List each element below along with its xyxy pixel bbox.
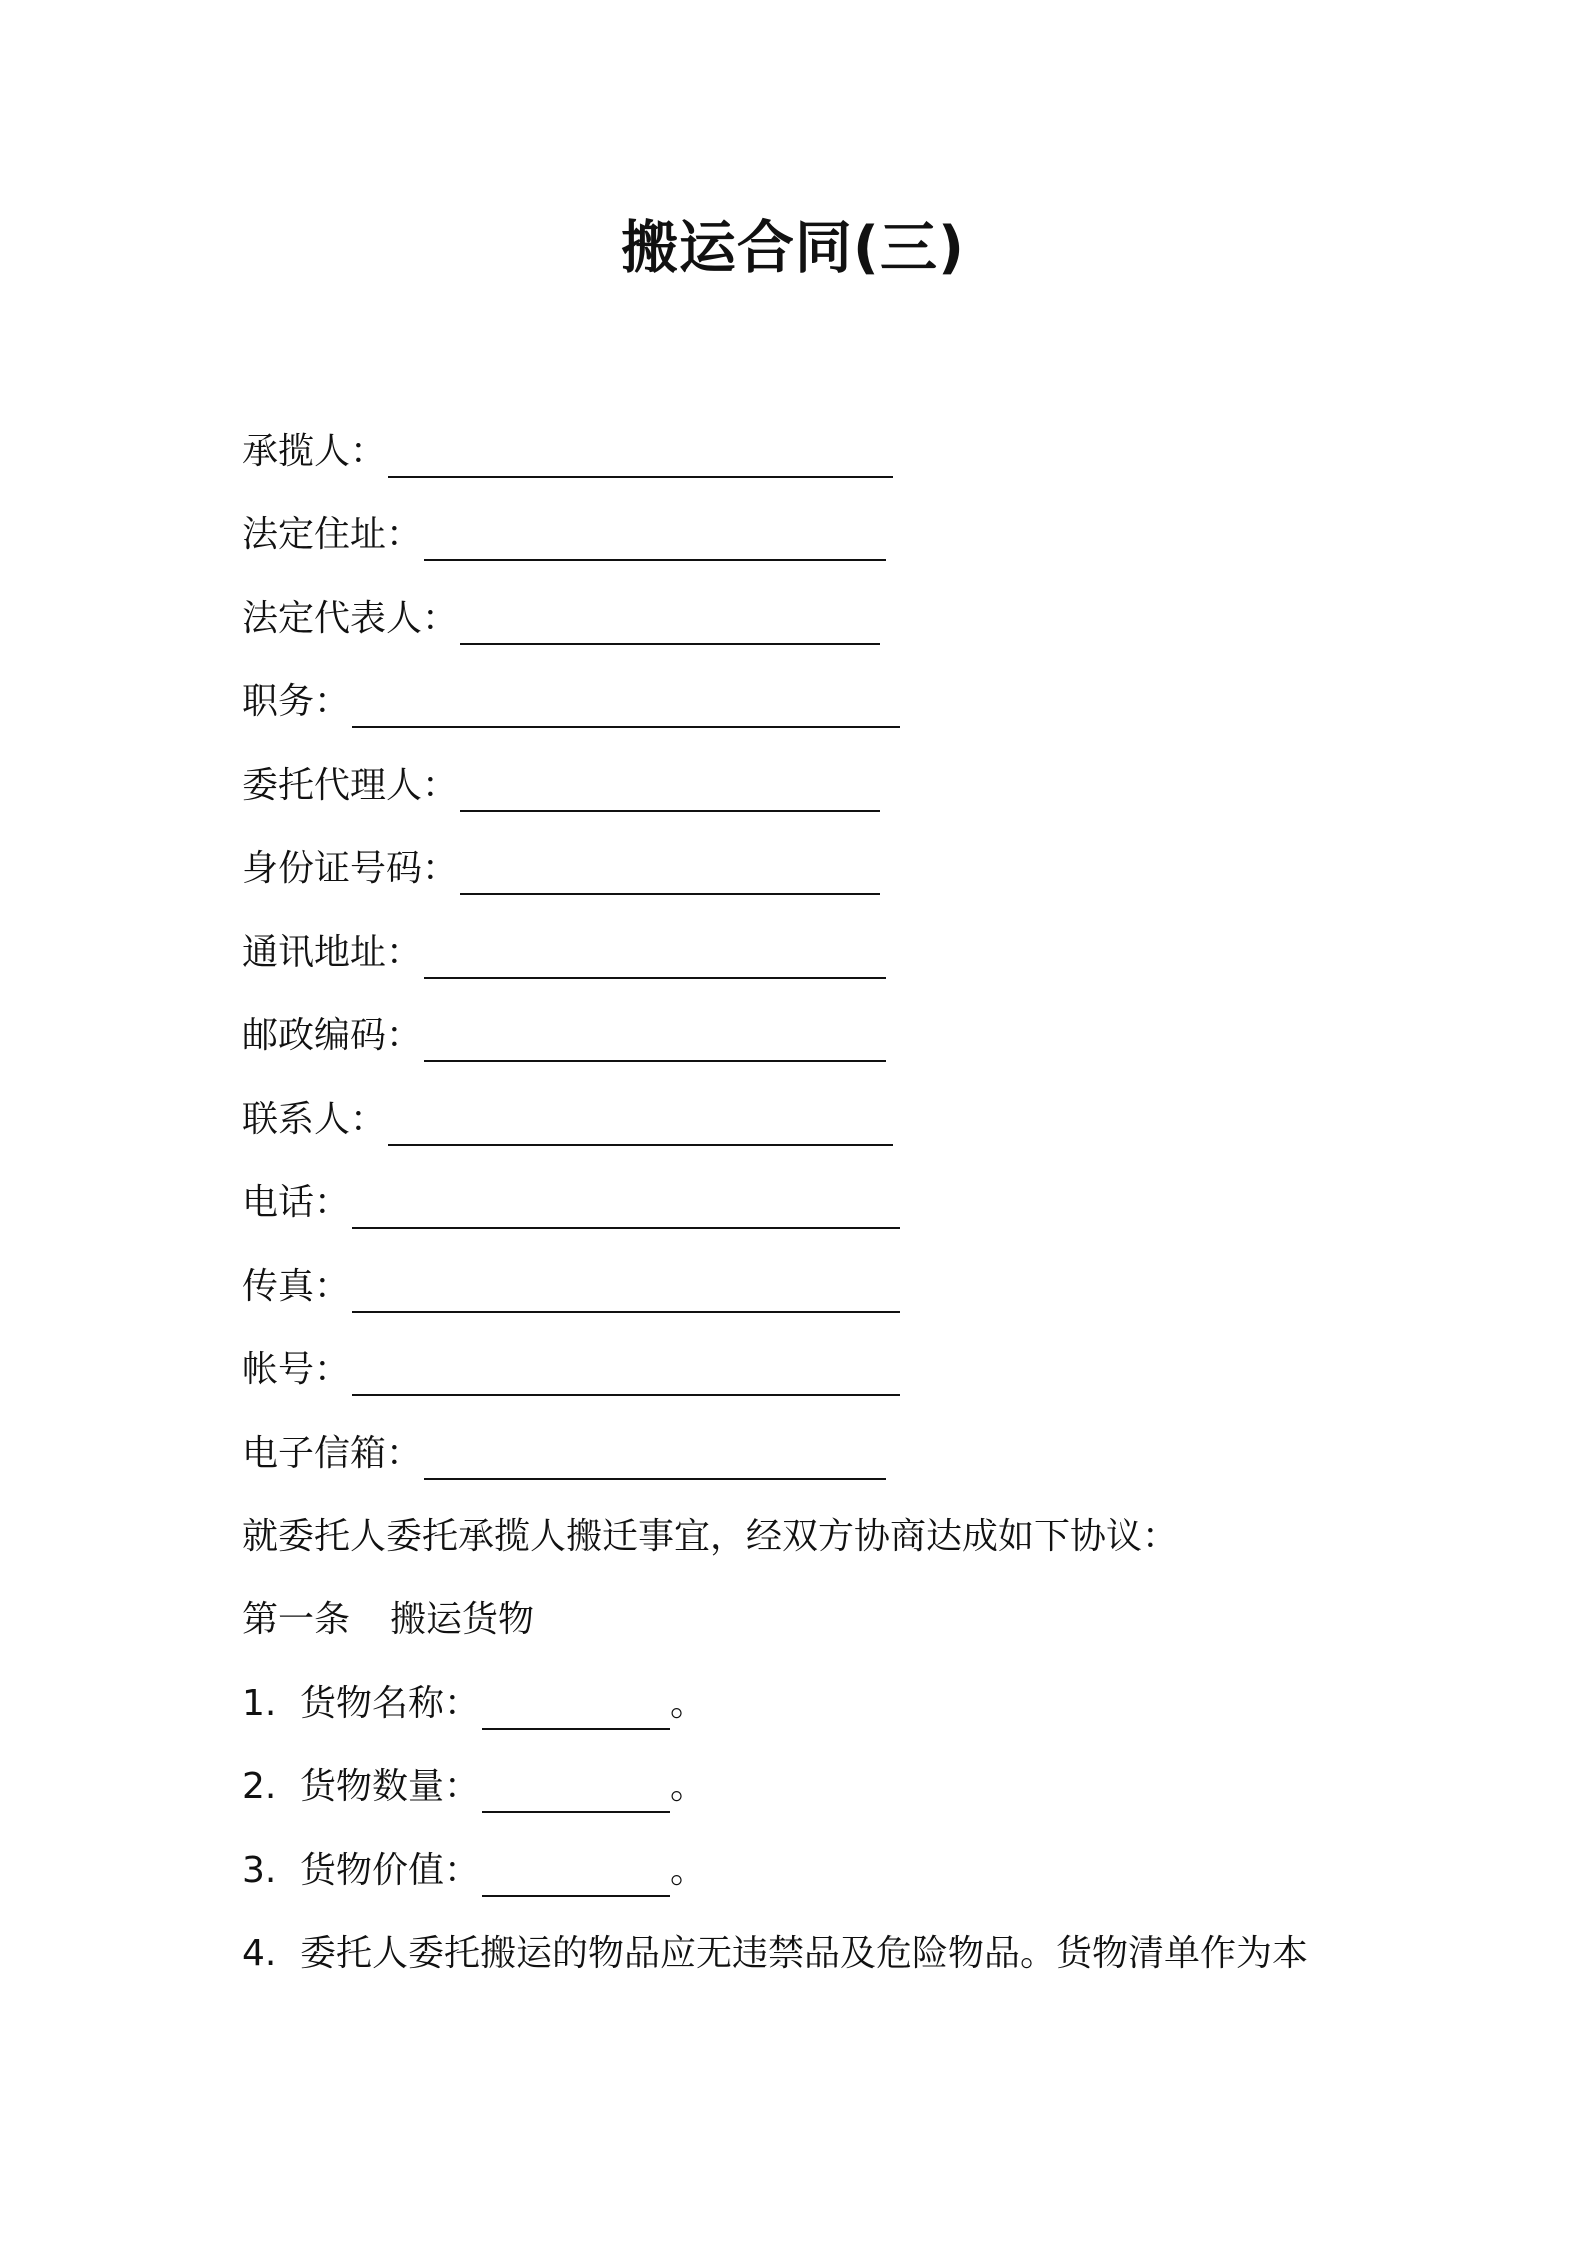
item-text: 委托人委托搬运的物品应无违禁品及危险物品。货物清单作为本: [300, 1933, 1309, 1975]
item-text: 货物名称：: [300, 1682, 481, 1724]
field-label: 职务：: [242, 681, 351, 723]
item-number: 2.: [242, 1766, 277, 1808]
field-label: 委托代理人：: [242, 764, 459, 806]
list-item: [242, 1829, 1308, 1913]
intro-paragraph: [242, 1495, 1308, 1579]
list-item: [242, 1746, 1308, 1830]
field-mailing-address: [242, 911, 900, 995]
field-label: 联系人：: [242, 1098, 387, 1140]
fill-in-blank[interactable]: [482, 1781, 670, 1813]
item-number: 4.: [242, 1933, 277, 1975]
field-email: [242, 1412, 900, 1496]
fill-in-blank[interactable]: [352, 696, 900, 728]
item-text: 货物数量：: [300, 1766, 481, 1808]
fill-in-blank[interactable]: [482, 1698, 670, 1730]
field-legal-representative: [242, 577, 900, 661]
item-text: 货物价值：: [300, 1849, 481, 1891]
field-label: 承揽人：: [242, 430, 387, 472]
field-label: 帐号：: [242, 1349, 351, 1391]
fill-in-blank[interactable]: [482, 1865, 670, 1897]
fill-in-blank[interactable]: [352, 1364, 900, 1396]
field-id-number: [242, 828, 900, 912]
page-title: 搬运合同(三): [620, 215, 966, 281]
fill-in-blank[interactable]: [352, 1197, 900, 1229]
field-label: 传真：: [242, 1265, 351, 1307]
field-fax: [242, 1245, 900, 1329]
field-label: 法定代表人：: [242, 597, 459, 639]
field-contractor: [242, 410, 900, 494]
list-item: [242, 1662, 1308, 1746]
fill-in-blank[interactable]: [460, 780, 880, 812]
intro-text: 就委托人委托承揽人搬迁事宜，经双方协商达成如下协议：: [242, 1515, 1179, 1557]
fill-in-blank[interactable]: [460, 863, 880, 895]
field-label: 通讯地址：: [242, 931, 423, 973]
fill-in-blank[interactable]: [388, 1114, 893, 1146]
article-number: 第一条: [242, 1599, 351, 1641]
item-suffix: 。: [670, 1682, 707, 1724]
article-heading: [242, 1579, 1308, 1663]
fill-in-blank[interactable]: [424, 947, 886, 979]
fill-in-blank[interactable]: [352, 1281, 900, 1313]
fill-in-blank[interactable]: [424, 1030, 886, 1062]
field-label: 电子信箱：: [242, 1432, 423, 1474]
fill-in-blank[interactable]: [460, 613, 880, 645]
fill-in-blank[interactable]: [388, 446, 893, 478]
fill-in-blank[interactable]: [424, 529, 886, 561]
field-postal-code: [242, 995, 900, 1079]
item-number: 3.: [242, 1849, 277, 1891]
field-account-number: [242, 1329, 900, 1413]
field-position: [242, 661, 900, 745]
list-item: [242, 1913, 1308, 1997]
field-label: 法定住址：: [242, 514, 423, 556]
party-info-fields: [242, 410, 900, 1496]
field-authorized-agent: [242, 744, 900, 828]
fill-in-blank[interactable]: [424, 1448, 886, 1480]
field-label: 电话：: [242, 1182, 351, 1224]
field-label: 身份证号码：: [242, 848, 459, 890]
field-label: 邮政编码：: [242, 1015, 423, 1057]
field-phone: [242, 1162, 900, 1246]
item-number: 1.: [242, 1682, 277, 1724]
field-contact-person: [242, 1078, 900, 1162]
field-legal-address: [242, 494, 900, 578]
item-suffix: 。: [670, 1849, 707, 1891]
item-suffix: 。: [670, 1766, 707, 1808]
contract-body: [242, 1495, 1308, 1996]
article-title: 搬运货物: [390, 1599, 535, 1641]
